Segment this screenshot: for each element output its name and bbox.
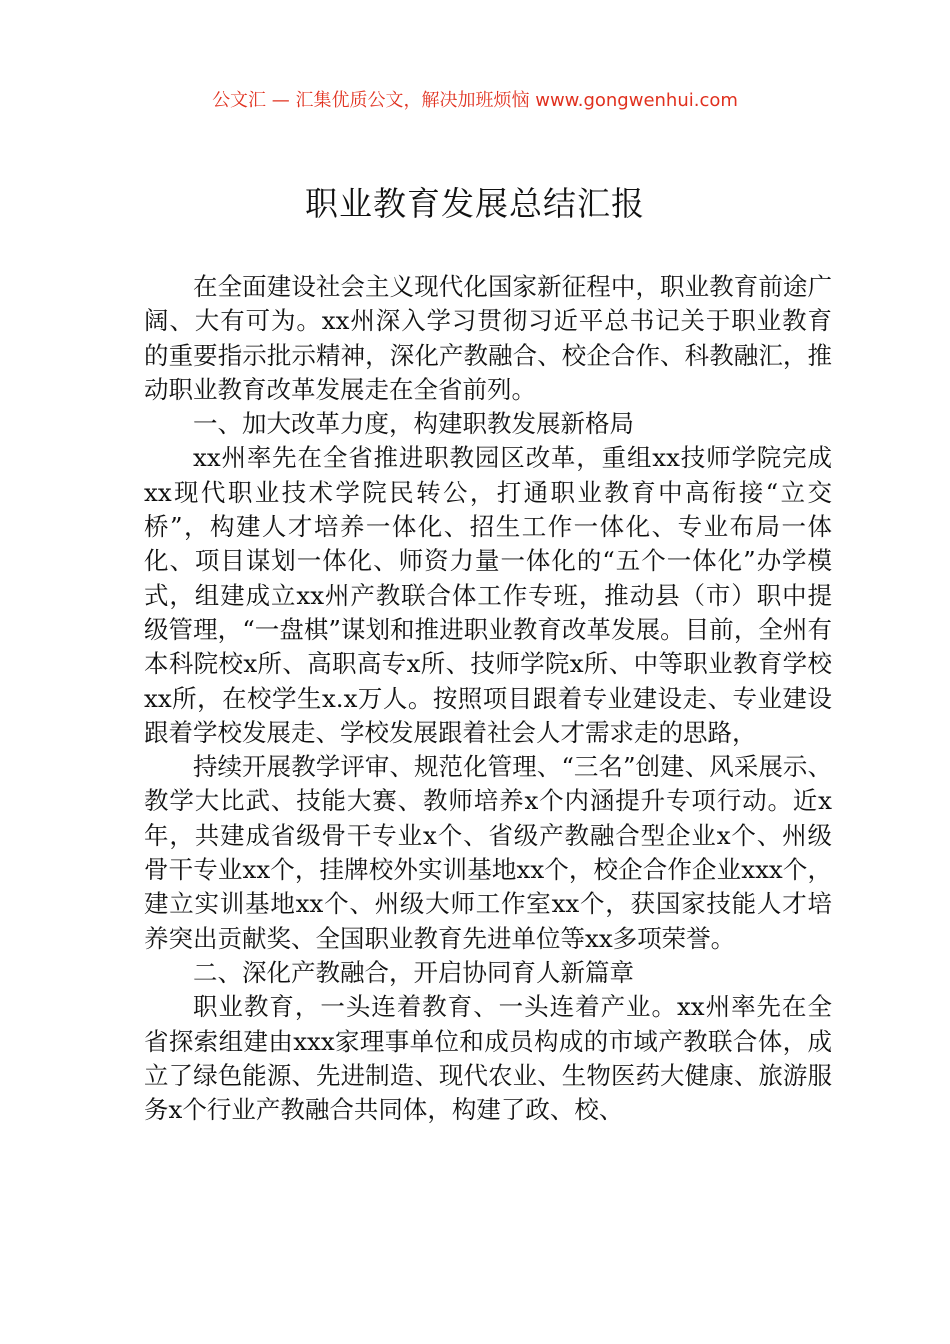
- paragraph-achievements: 持续开展教学评审、规范化管理、“三名”创建、风采展示、教学大比武、技能大赛、教师培养x个内涵提升专项行动。近x年，共建成省级骨干专业x个、省级产教融合型企业x个、州级骨干专业xx个，挂牌校外实训基地xx个，校企合作企业xxx个，建立实训基地xx个、州级大师工作室xx个，获国家技能人才培养突出贡献奖、全国职业教育先进单位等xx多项荣誉。: [144, 752, 832, 953]
- document-title: 职业教育发展总结汇报: [305, 184, 645, 223]
- paragraph-integration: 职业教育，一头连着教育、一头连着产业。xx州率先在全省探索组建由xxx家理事单位和成员构成的市域产教联合体，成立了绿色能源、先进制造、现代农业、生物医药大健康、旅游服务x个行业产教融合共同体，构建了政、校、: [144, 992, 832, 1125]
- header-banner: 公文汇 — 汇集优质公文，解决加班烦恼 www.gongwenhui.com: [212, 90, 738, 111]
- section-heading-2: 二、深化产教融合，开启协同育人新篇章: [193, 957, 634, 987]
- section-heading-1: 一、加大改革力度，构建职教发展新格局: [193, 409, 634, 439]
- paragraph-reform: xx州率先在全省推进职教园区改革，重组xx技师学院完成xx现代职业技术学院民转公，打通职业教育中高衔接“立交桥”，构建人才培养一体化、招生工作一体化、专业布局一体化、项目谋划一体化、师资力量一体化的“五个一体化”办学模式，组建成立xx州产教联合体工作专班，推动县（市）职中提级管理，“一盘棋”谋划和推进职业教育改革发展。目前，全州有本科院校x所、高职高专x所、技师学院x所、中等职业教育学校xx所，在校学生x.x万人。按照项目跟着专业建设走、专业建设跟着学校发展走、学校发展跟着社会人才需求走的思路，: [144, 443, 832, 747]
- document-body: [144, 270, 832, 1127]
- paragraph-intro: 在全面建设社会主义现代化国家新征程中，职业教育前途广阔、大有可为。xx州深入学习贯彻习近平总书记关于职业教育的重要指示批示精神，深化产教融合、校企合作、科教融汇，推动职业教育改革发展走在全省前列。: [144, 272, 832, 404]
